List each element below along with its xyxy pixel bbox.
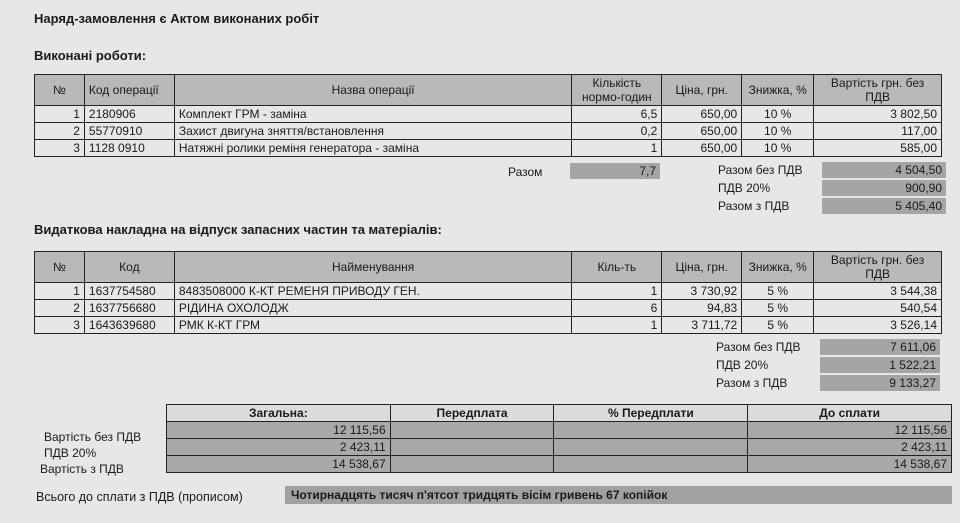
summary-due-vat: 2 423,11 — [748, 439, 952, 456]
row-discount: 10 % — [742, 140, 814, 157]
table-row — [35, 140, 942, 157]
row-qty: 1 — [572, 140, 662, 157]
summary-prepay-vat — [390, 439, 554, 456]
row-number: 1 — [35, 283, 85, 300]
row-qty: 1 — [572, 317, 662, 334]
row-discount: 5 % — [742, 283, 814, 300]
works-no-vat-label: Разом без ПДВ — [718, 163, 803, 177]
row-price: 650,00 — [662, 140, 742, 157]
table-row — [35, 317, 942, 334]
row-total: 3 802,50 — [814, 106, 942, 123]
summary-total-vat: 2 423,11 — [167, 439, 391, 456]
summary-due-no-vat: 12 115,56 — [748, 422, 952, 439]
col-total: Вартість грн. без ПДВ — [814, 75, 942, 106]
row-number: 3 — [35, 140, 85, 157]
parts-vat-label: ПДВ 20% — [716, 358, 769, 372]
works-heading: Виконані роботи: — [34, 48, 147, 63]
summary-prepay-no-vat — [390, 422, 554, 439]
summary-due-with-vat: 14 538,67 — [748, 456, 952, 473]
row-number: 1 — [35, 106, 85, 123]
table-row — [167, 422, 952, 439]
works-sum-qty: 7,7 — [570, 163, 660, 179]
works-vat-value: 900,90 — [822, 180, 946, 196]
works-header-row — [35, 75, 942, 106]
parts-heading: Видаткова накладна на відпуск запасних частин та матеріалів: — [34, 222, 442, 237]
works-table — [34, 74, 942, 157]
col-discount: Знижка, % — [742, 252, 814, 283]
row-total: 117,00 — [814, 123, 942, 140]
col-qty: Кіль-ть — [572, 252, 662, 283]
row-price: 650,00 — [662, 106, 742, 123]
parts-with-vat-label: Разом з ПДВ — [716, 376, 788, 390]
works-no-vat-value: 4 504,50 — [822, 162, 946, 178]
works-with-vat-label: Разом з ПДВ — [718, 199, 790, 213]
summary-total-with-vat: 14 538,67 — [167, 456, 391, 473]
col-code: Код операції — [84, 75, 174, 106]
row-code: 1643639680 — [84, 317, 174, 334]
row-qty: 6,5 — [572, 106, 662, 123]
col-total: Вартість грн. без ПДВ — [814, 252, 942, 283]
row-total: 3 526,14 — [814, 317, 942, 334]
table-row — [35, 283, 942, 300]
row-number: 3 — [35, 317, 85, 334]
summary-label-no-vat: Вартість без ПДВ — [44, 430, 142, 444]
summary-prepay-with-vat — [390, 456, 554, 473]
row-qty: 0,2 — [572, 123, 662, 140]
summary-col-total: Загальна: — [167, 405, 391, 422]
document-title: Наряд-замовлення є Актом виконаних робіт — [34, 11, 320, 26]
col-number: № — [35, 252, 85, 283]
words-label: Всього до сплати з ПДВ (прописом) — [36, 490, 243, 504]
summary-prepay-pct-no-vat — [554, 422, 748, 439]
parts-with-vat-value: 9 133,27 — [820, 375, 940, 391]
works-sum-label: Разом — [508, 165, 543, 179]
works-with-vat-value: 5 405,40 — [822, 198, 946, 214]
row-name: 8483508000 К-КТ РЕМЕНЯ ПРИВОДУ ГЕН. — [174, 283, 572, 300]
col-price: Ціна, грн. — [662, 252, 742, 283]
col-number: № — [35, 75, 85, 106]
row-price: 94,83 — [662, 300, 742, 317]
summary-label-vat: ПДВ 20% — [44, 446, 97, 460]
table-row — [35, 106, 942, 123]
summary-col-prepay: Передплата — [390, 405, 554, 422]
row-total: 3 544,38 — [814, 283, 942, 300]
row-number: 2 — [35, 300, 85, 317]
row-name: РМК К-КТ ГРМ — [174, 317, 572, 334]
summary-table — [166, 404, 952, 473]
parts-vat-value: 1 522,21 — [820, 357, 940, 373]
summary-prepay-pct-with-vat — [554, 456, 748, 473]
table-row — [35, 300, 942, 317]
summary-total-no-vat: 12 115,56 — [167, 422, 391, 439]
row-total: 540,54 — [814, 300, 942, 317]
col-discount: Знижка, % — [742, 75, 814, 106]
row-qty: 1 — [572, 283, 662, 300]
row-discount: 10 % — [742, 123, 814, 140]
col-qty: Кількість нормо-годин — [572, 75, 662, 106]
col-name: Найменування — [174, 252, 572, 283]
row-code: 2180906 — [84, 106, 174, 123]
parts-table — [34, 251, 942, 334]
row-qty: 6 — [572, 300, 662, 317]
works-vat-label: ПДВ 20% — [718, 181, 771, 195]
table-row — [167, 456, 952, 473]
row-name: Натяжні ролики реміня генератора - заміна — [174, 140, 572, 157]
row-code: 1128 0910 — [84, 140, 174, 157]
row-total: 585,00 — [814, 140, 942, 157]
col-name: Назва операції — [174, 75, 572, 106]
words-value: Чотирнадцять тисяч п'ятсот тридцять вісім гривень 67 копійок — [285, 486, 952, 504]
row-price: 3 711,72 — [662, 317, 742, 334]
col-price: Ціна, грн. — [662, 75, 742, 106]
row-name: Захист двигуна зняття/встановлення — [174, 123, 572, 140]
summary-header-row — [167, 405, 952, 422]
row-code: 1637756680 — [84, 300, 174, 317]
summary-col-due: До сплати — [748, 405, 952, 422]
row-number: 2 — [35, 123, 85, 140]
row-name: РІДИНА ОХОЛОДЖ — [174, 300, 572, 317]
row-discount: 5 % — [742, 317, 814, 334]
row-discount: 10 % — [742, 106, 814, 123]
summary-prepay-pct-vat — [554, 439, 748, 456]
table-row — [167, 439, 952, 456]
row-price: 650,00 — [662, 123, 742, 140]
parts-no-vat-value: 7 611,06 — [820, 339, 940, 355]
row-discount: 5 % — [742, 300, 814, 317]
col-code: Код — [84, 252, 174, 283]
parts-no-vat-label: Разом без ПДВ — [716, 340, 801, 354]
row-price: 3 730,92 — [662, 283, 742, 300]
row-code: 1637754580 — [84, 283, 174, 300]
parts-header-row — [35, 252, 942, 283]
summary-col-prepay-pct: % Передплати — [554, 405, 748, 422]
table-row — [35, 123, 942, 140]
row-name: Комплект ГРМ - заміна — [174, 106, 572, 123]
summary-label-with-vat: Вартість з ПДВ — [40, 462, 124, 476]
row-code: 55770910 — [84, 123, 174, 140]
